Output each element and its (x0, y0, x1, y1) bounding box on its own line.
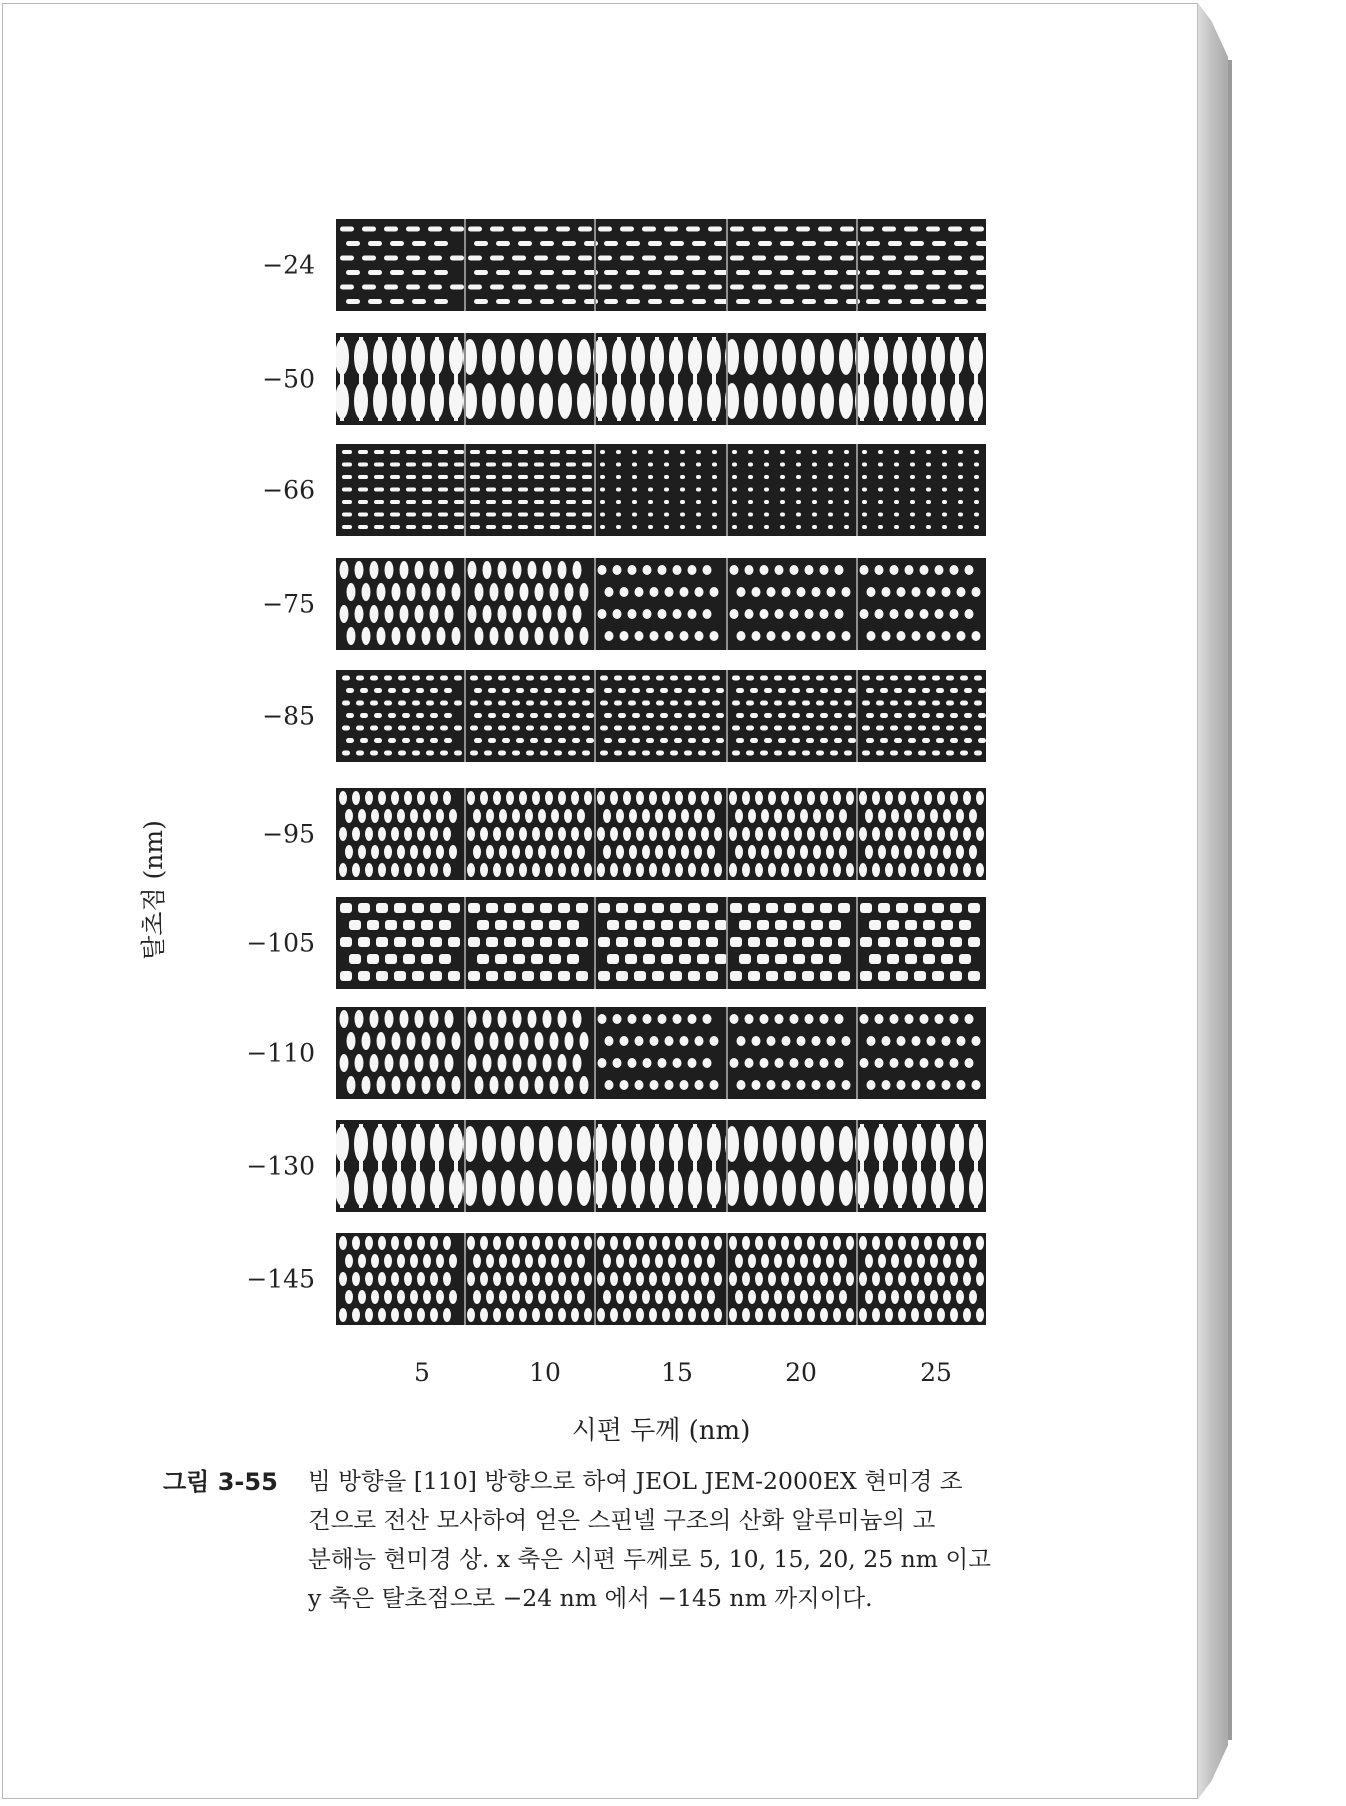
defocus-label: −24 (262, 250, 315, 280)
simulated-image-strip (336, 1233, 986, 1325)
thickness-divider (464, 558, 466, 650)
thickness-divider (594, 1007, 596, 1099)
simulated-image-strip (336, 670, 986, 762)
hrtem-image-row (336, 444, 986, 536)
thickness-divider (726, 1233, 728, 1325)
thickness-label: 10 (529, 1358, 561, 1387)
thickness-divider (464, 333, 466, 425)
figure-number: 그림 3-55 (163, 1468, 278, 1496)
thickness-divider (464, 897, 466, 989)
thickness-divider (594, 897, 596, 989)
thickness-divider (464, 1233, 466, 1325)
thickness-divider (594, 1233, 596, 1325)
caption-line-1: 빔 방향을 [110] 방향으로 하여 JEOL JEM-2000EX 현미경 조 (308, 1467, 963, 1495)
caption-line-4: y 축은 탈초점으로 −24 nm 에서 −145 nm 까지이다. (308, 1584, 873, 1612)
thickness-divider (856, 1007, 858, 1099)
thickness-divider (856, 558, 858, 650)
hrtem-image-row (336, 333, 986, 425)
hrtem-image-row (336, 670, 986, 762)
thickness-divider (464, 670, 466, 762)
defocus-label: −85 (262, 701, 315, 731)
hrtem-image-row (336, 558, 986, 650)
simulated-image-strip (336, 333, 986, 425)
thickness-divider (856, 788, 858, 880)
page-edge-line (1228, 60, 1232, 1740)
thickness-label: 15 (661, 1358, 693, 1387)
defocus-label: −95 (262, 819, 315, 849)
defocus-label: −66 (262, 475, 315, 505)
thickness-divider (726, 444, 728, 536)
thickness-divider (726, 558, 728, 650)
defocus-label: −75 (262, 589, 315, 619)
thickness-divider (726, 1007, 728, 1099)
thickness-divider (594, 219, 596, 311)
thickness-divider (856, 897, 858, 989)
defocus-label: −130 (246, 1151, 315, 1181)
thickness-divider (856, 670, 858, 762)
thickness-divider (856, 219, 858, 311)
page-edge-shadow (1198, 3, 1228, 1799)
x-axis-title: 시편 두께 (nm) (571, 1416, 751, 1446)
simulated-image-strip (336, 558, 986, 650)
hrtem-image-row (336, 788, 986, 880)
thickness-divider (464, 1007, 466, 1099)
thickness-divider (856, 333, 858, 425)
defocus-label: −110 (246, 1038, 315, 1068)
thickness-divider (594, 558, 596, 650)
thickness-divider (594, 444, 596, 536)
thickness-divider (856, 444, 858, 536)
thickness-divider (464, 219, 466, 311)
thickness-divider (464, 444, 466, 536)
thickness-label: 20 (785, 1358, 817, 1387)
defocus-label: −145 (246, 1264, 315, 1294)
thickness-divider (594, 788, 596, 880)
thickness-divider (594, 1120, 596, 1212)
hrtem-image-row (336, 1007, 986, 1099)
simulated-image-strip (336, 897, 986, 989)
hrtem-image-row (336, 1120, 986, 1212)
thickness-divider (726, 333, 728, 425)
simulated-image-strip (336, 788, 986, 880)
caption-line-3: 분해능 현미경 상. x 축은 시편 두께로 5, 10, 15, 20, 25 nm 이고 (308, 1545, 991, 1573)
hrtem-image-row (336, 1233, 986, 1325)
thickness-divider (726, 219, 728, 311)
defocus-label: −105 (246, 928, 315, 958)
thickness-divider (726, 897, 728, 989)
thickness-divider (464, 1120, 466, 1212)
thickness-divider (726, 1120, 728, 1212)
thickness-divider (856, 1233, 858, 1325)
caption-line-2: 건으로 전산 모사하여 얻은 스핀넬 구조의 산화 알루미늄의 고 (308, 1506, 936, 1534)
simulated-image-strip (336, 444, 986, 536)
hrtem-image-row (336, 219, 986, 311)
thickness-divider (464, 788, 466, 880)
thickness-divider (594, 670, 596, 762)
thickness-divider (856, 1120, 858, 1212)
simulated-image-strip (336, 219, 986, 311)
defocus-label: −50 (262, 364, 315, 394)
hrtem-image-row (336, 897, 986, 989)
y-axis-title: 탈초점 (nm) (139, 820, 168, 960)
simulated-image-strip (336, 1120, 986, 1212)
simulated-image-strip (336, 1007, 986, 1099)
thickness-label: 5 (414, 1358, 430, 1387)
thickness-divider (726, 670, 728, 762)
thickness-divider (594, 333, 596, 425)
thickness-label: 25 (920, 1358, 952, 1387)
thickness-divider (726, 788, 728, 880)
